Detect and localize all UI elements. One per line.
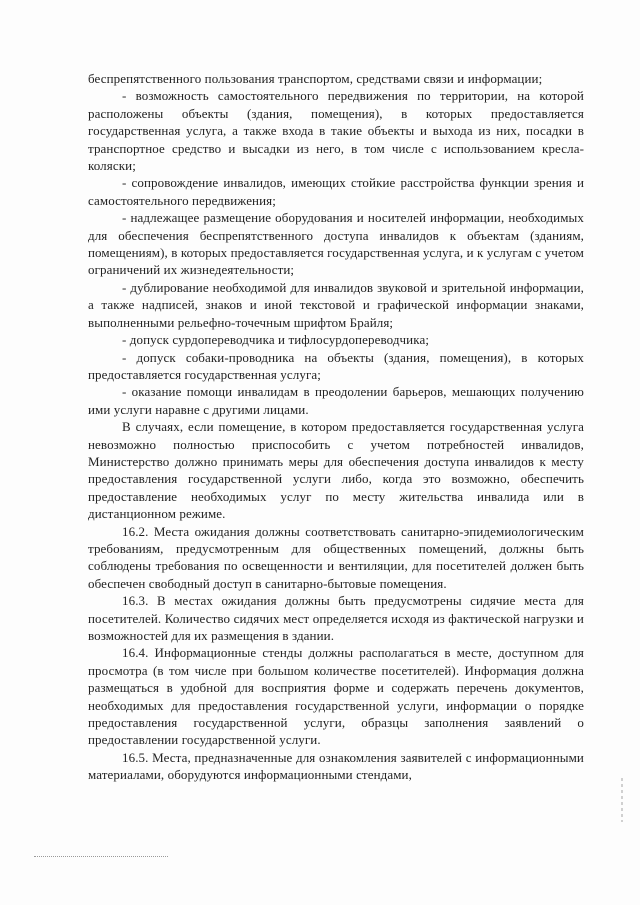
paragraph-13: 16.5. Места, предназначенные для ознакомления заявителей с информационными материалами, оборудуются информационными стендами, xyxy=(88,749,584,783)
paragraph-5: - дублирование необходимой для инвалидов звуковой и зрительной информации, а также надписей, знаков и иной текстовой и графической информации знаками, выполненными рельефно-точечным шрифтом Брайля; xyxy=(88,279,584,330)
paragraph-9: В случаях, если помещение, в котором предоставляется государственная услуга невозможно полностью приспособить с учетом потребностей инвалидов, Министерство должно принимать меры для обеспечения доступа инвалидов к месту предоставления государственной услуги либо, когда это возможно, обеспечить предоставление необходимых услуг по месту жительства инвалида или в дистанционном режиме. xyxy=(88,419,584,522)
paragraph-7: - допуск собаки-проводника на объекты (здания, помещения), в которых предоставляется государственная услуга; xyxy=(88,349,584,382)
paragraph-3: - сопровождение инвалидов, имеющих стойкие расстройства функции зрения и самостоятельного передвижения; xyxy=(88,175,584,208)
paragraph-1: беспрепятственного пользования транспортом, средствами связи и информации; xyxy=(88,71,543,86)
scan-edge-mark xyxy=(621,778,623,822)
footer-dotted-line xyxy=(34,856,168,857)
paragraph-10: 16.2. Места ожидания должны соответствовать санитарно-эпидемиологическим требованиям, предусмотренным для общественных помещений, должны быть соблюдены требования по освещенности и вентиляции, для посетителей должен быть обеспечен свободный доступ в санитарно-бытовые помещения. xyxy=(88,523,584,591)
document-body xyxy=(88,70,584,784)
paragraph-8: - оказание помощи инвалидам в преодолении барьеров, мешающих получению ими услуги наравне с другими лицами. xyxy=(88,384,584,417)
paragraph-12: 16.4. Информационные стенды должны располагаться в месте, доступном для просмотра (в том числе при большом количестве посетителей). Информация должна размещаться в удобной для восприятия форме и содержать перечень документов, необходимых для предоставления государственной услуги, информации о порядке предоставления государственной услуги, образцы заполнения заявлений о предоставлении государственной услуги. xyxy=(88,645,584,748)
paragraph-11: 16.3. В местах ожидания должны быть предусмотрены сидячие места для посетителей. Количество сидячих мест определяется исходя из фактической нагрузки и возможностей для их размещения в здании. xyxy=(88,593,584,643)
paragraph-4: - надлежащее размещение оборудования и носителей информации, необходимых для обеспечения беспрепятственного доступа инвалидов к объектам (зданиям, помещениям), в которых предоставляется государственная услуга, и к услугам с учетом ограничений их жизнедеятельности; xyxy=(88,210,584,278)
paragraph-6: - допуск сурдопереводчика и тифлосурдопереводчика; xyxy=(122,332,430,348)
paragraph-2: - возможность самостоятельного передвижения по территории, на которой расположены объекты (здания, помещения), в которых предоставляется государственная услуга, а также входа в такие объекты и выхода из них, посадки в транспортное средство и высадки из него, в том числе с использованием кресла-коляски; xyxy=(88,88,584,174)
